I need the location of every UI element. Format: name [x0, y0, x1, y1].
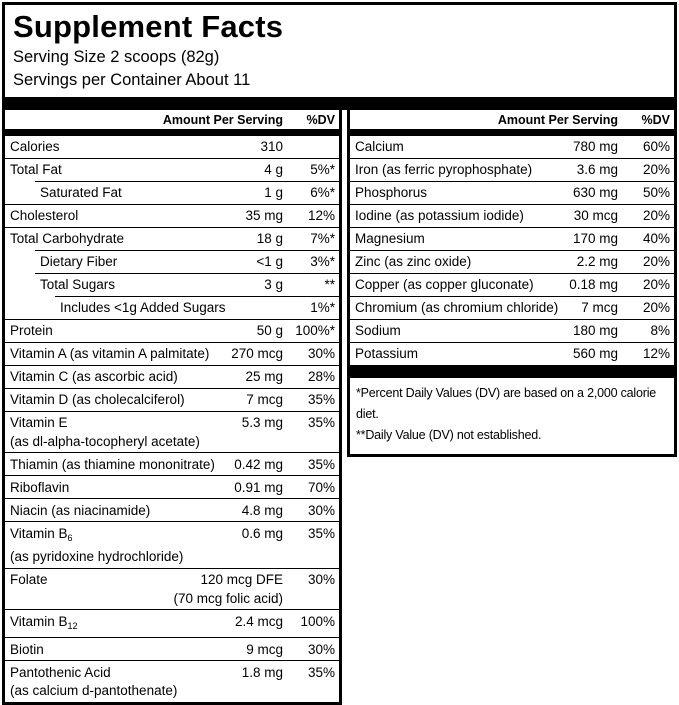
nutrient-name: Protein [10, 323, 53, 339]
nutrient-row [5, 660, 339, 702]
nutrient-dv: 20% [642, 277, 670, 293]
facts-column-left [2, 110, 342, 705]
nutrient-row [350, 342, 674, 365]
nutrient-dv: 3%* [310, 254, 335, 270]
nutrient-row [5, 204, 339, 227]
nutrient-name: Zinc (as zinc oxide) [355, 254, 472, 270]
nutrient-note: (as pyridoxine hydrochloride) [10, 549, 184, 565]
nutrient-name: Chromium (as chromium chloride) [355, 300, 559, 316]
nutrient-row-main [5, 412, 339, 434]
column-header-left [5, 110, 339, 129]
nutrient-amount: 9 mcg [246, 641, 283, 657]
nutrient-dv: 12% [642, 346, 670, 362]
nutrient-row [5, 388, 339, 411]
footnote-daily-values: *Percent Daily Values (DV) are based on a 2,000 calorie diet. [356, 385, 657, 422]
nutrient-amount: 120 mcg DFE [200, 572, 283, 588]
nutrient-amount: 1.8 mg [241, 664, 283, 680]
nutrient-row [350, 273, 674, 296]
nutrient-amount: 30 mcg [573, 208, 618, 224]
nutrient-amount: 18 g [256, 231, 283, 247]
nutrient-amount: 3.6 mg [576, 162, 618, 178]
header-divider-bar [350, 129, 674, 136]
footnotes [350, 378, 674, 454]
nutrient-name: Copper (as copper gluconate) [355, 277, 534, 293]
nutrient-dv: 35% [307, 392, 335, 408]
footnote-divider-bar [350, 365, 674, 378]
nutrient-name: Iron (as ferric pyrophosphate) [355, 162, 533, 178]
nutrient-row-main [5, 389, 339, 411]
nutrient-dv: 8% [650, 323, 670, 339]
nutrient-dv: 5%* [310, 162, 335, 178]
supplement-facts-label [2, 2, 677, 705]
nutrient-amount: 560 mg [572, 346, 618, 362]
nutrient-dv: 35% [307, 456, 335, 472]
nutrient-row-main [55, 297, 339, 319]
nutrient-note: (as dl-alpha-tocopheryl acetate) [10, 433, 200, 449]
nutrient-dv: 30% [307, 346, 335, 362]
nutrient-row [5, 568, 339, 610]
nutrient-amount: 0.91 mg [234, 479, 283, 495]
nutrient-amount: 180 mg [572, 323, 618, 339]
nutrient-amount: 35 mg [245, 208, 283, 224]
nutrient-dv: 28% [307, 369, 335, 385]
nutrient-row-main [5, 638, 339, 660]
section-divider-bar [5, 97, 674, 110]
nutrient-dv: 1%* [310, 300, 335, 316]
nutrient-name: Folate [10, 572, 48, 588]
header-divider-bar [5, 129, 339, 136]
nutrient-row-main [5, 610, 339, 637]
facts-column-right [347, 110, 677, 457]
nutrient-amount: 1 g [264, 185, 283, 201]
nutrient-name: Dietary Fiber [40, 254, 118, 270]
nutrient-rows-right [350, 136, 674, 365]
percent-dv-header: %DV [306, 112, 335, 127]
column-header-right [350, 110, 674, 129]
amount-per-serving-header: Amount Per Serving [162, 112, 283, 127]
nutrient-dv: 100% [300, 613, 335, 629]
nutrient-amount: <1 g [256, 254, 283, 270]
nutrient-name: Total Carbohydrate [10, 231, 125, 247]
nutrient-row-main [350, 182, 674, 204]
nutrient-dv: 35% [307, 525, 335, 541]
nutrient-row [55, 296, 339, 319]
nutrient-row [5, 342, 339, 365]
nutrient-row [5, 158, 339, 181]
nutrient-row-main [350, 251, 674, 273]
nutrient-row [5, 365, 339, 388]
nutrient-row [5, 637, 339, 660]
nutrient-amount: 4.8 mg [241, 502, 283, 518]
nutrient-row [35, 273, 339, 296]
nutrient-amount: 0.42 mg [234, 456, 283, 472]
nutrient-name: Vitamin C (as ascorbic acid) [10, 369, 178, 385]
header-spacer [350, 113, 498, 127]
nutrient-row [5, 411, 339, 453]
nutrient-amount: 4 g [264, 162, 283, 178]
serving-size-text: Serving Size 2 scoops (82g) [13, 47, 220, 66]
nutrient-row-main [5, 228, 339, 250]
servings-per-container-text: Servings per Container About 11 [13, 70, 251, 89]
percent-dv-header: %DV [641, 112, 670, 127]
nutrient-note: (as calcium d-pantothenate) [10, 683, 178, 699]
nutrient-amount: 780 mg [572, 139, 618, 155]
nutrient-row-main [5, 453, 339, 475]
nutrient-name: Total Sugars [40, 277, 116, 293]
header-spacer [5, 113, 163, 127]
nutrient-row [5, 452, 339, 475]
nutrient-row-main [350, 297, 674, 319]
nutrient-name: Vitamin A (as vitamin A palmitate) [10, 346, 210, 362]
nutrient-name: Vitamin D (as cholecalciferol) [10, 392, 185, 408]
nutrient-row [350, 319, 674, 342]
nutrient-dv: ** [324, 277, 335, 293]
nutrient-row [35, 250, 339, 273]
nutrient-row-main [5, 136, 339, 158]
nutrient-name: Pantothenic Acid [10, 664, 111, 680]
nutrient-amount: 0.18 mg [569, 277, 618, 293]
nutrient-row-main [350, 320, 674, 342]
nutrient-row-main [350, 159, 674, 181]
footnote-dv-not-established: **Daily Value (DV) not established. [356, 428, 542, 443]
nutrient-row [350, 136, 674, 158]
nutrient-row-main [5, 661, 339, 683]
nutrient-row [350, 181, 674, 204]
nutrient-name: Calcium [355, 139, 404, 155]
nutrient-name: Vitamin E [10, 415, 68, 431]
nutrient-row-main [5, 320, 339, 342]
nutrient-amount: 270 mcg [231, 346, 283, 362]
nutrient-name: Biotin [10, 641, 44, 657]
nutrient-row [5, 475, 339, 498]
nutrient-amount: 25 mg [245, 369, 283, 385]
nutrient-row [350, 204, 674, 227]
nutrient-name: Thiamin (as thiamine mononitrate) [10, 456, 215, 472]
nutrient-dv: 20% [642, 162, 670, 178]
nutrient-dv: 12% [307, 208, 335, 224]
nutrient-row-main [35, 251, 339, 273]
nutrient-row-main [5, 522, 339, 549]
label-title: Supplement Facts [13, 9, 284, 44]
nutrient-dv [283, 138, 339, 155]
nutrient-amount: 0.6 mg [241, 525, 283, 541]
nutrient-amount: 7 mcg [581, 300, 618, 316]
nutrient-row [350, 227, 674, 250]
nutrient-amount: 2.2 mg [576, 254, 618, 270]
nutrient-dv: 35% [307, 415, 335, 431]
nutrient-name: Includes <1g Added Sugars [60, 300, 226, 316]
nutrient-dv: 35% [307, 664, 335, 680]
nutrient-amount: 310 [260, 139, 283, 155]
nutrient-amount: 7 mcg [246, 392, 283, 408]
nutrient-name: Cholesterol [10, 208, 79, 224]
nutrient-row-main [350, 205, 674, 227]
nutrient-row-main [35, 274, 339, 296]
nutrient-row [5, 498, 339, 521]
nutrient-dv: 20% [642, 254, 670, 270]
nutrient-dv: 40% [642, 231, 670, 247]
nutrient-row [5, 609, 339, 637]
nutrient-name-subscript: 6 [67, 532, 73, 543]
nutrient-row-main [5, 343, 339, 365]
nutrient-row-main [350, 343, 674, 365]
nutrient-amount: 2.4 mcg [234, 613, 283, 629]
nutrient-name: Riboflavin [10, 479, 70, 495]
nutrient-dv: 30% [307, 641, 335, 657]
nutrient-amount: 50 g [256, 323, 283, 339]
nutrient-amount: 5.3 mg [241, 415, 283, 431]
nutrient-dv: 30% [307, 572, 335, 588]
nutrient-name: Sodium [355, 323, 401, 339]
nutrient-row [350, 250, 674, 273]
nutrient-dv: 20% [642, 208, 670, 224]
nutrient-name-subscript: 12 [67, 620, 78, 631]
nutrient-name: Iodine (as potassium iodide) [355, 208, 524, 224]
nutrient-row [5, 227, 339, 250]
amount-per-serving-header: Amount Per Serving [497, 112, 618, 127]
nutrient-dv: 7%* [310, 231, 335, 247]
nutrient-amount: 3 g [264, 277, 283, 293]
nutrient-dv: 30% [307, 502, 335, 518]
nutrient-name: Magnesium [355, 231, 425, 247]
nutrient-name: Calories [10, 139, 60, 155]
nutrient-row-main [5, 499, 339, 521]
nutrient-name: Vitamin $B_6$ [10, 525, 73, 543]
nutrient-dv: 70% [307, 479, 335, 495]
nutrient-name: Saturated Fat [40, 185, 122, 201]
nutrient-note: (70 mcg folic acid) [173, 590, 283, 606]
nutrient-amount: 170 mg [572, 231, 618, 247]
label-header-section [2, 2, 677, 110]
facts-columns [2, 110, 677, 705]
nutrient-row [5, 521, 339, 568]
nutrient-row [350, 158, 674, 181]
nutrient-rows-left [5, 136, 339, 702]
nutrient-name: Phosphorus [355, 185, 428, 201]
nutrient-name: Vitamin $B_{12}$ [10, 613, 78, 631]
nutrient-dv: 100%* [295, 323, 335, 339]
nutrient-row-main [350, 274, 674, 296]
nutrient-name: Total Fat [10, 162, 62, 178]
nutrient-row-main [5, 569, 339, 591]
nutrient-row [5, 319, 339, 342]
nutrient-row-main [5, 159, 339, 181]
nutrient-row [5, 136, 339, 158]
nutrient-dv: 60% [642, 139, 670, 155]
nutrient-dv: 50% [642, 185, 670, 201]
nutrient-row [35, 181, 339, 204]
nutrient-row-main [35, 182, 339, 204]
nutrient-row-main [350, 136, 674, 158]
nutrient-row-main [350, 228, 674, 250]
nutrient-name: Potassium [355, 346, 419, 362]
nutrient-row-main [5, 476, 339, 498]
nutrient-name: Niacin (as niacinamide) [10, 502, 151, 518]
nutrient-dv: 20% [642, 300, 670, 316]
nutrient-row-main [5, 205, 339, 227]
nutrient-amount: 630 mg [572, 185, 618, 201]
nutrient-dv: 6%* [310, 185, 335, 201]
nutrient-row [350, 296, 674, 319]
nutrient-row-main [5, 366, 339, 388]
